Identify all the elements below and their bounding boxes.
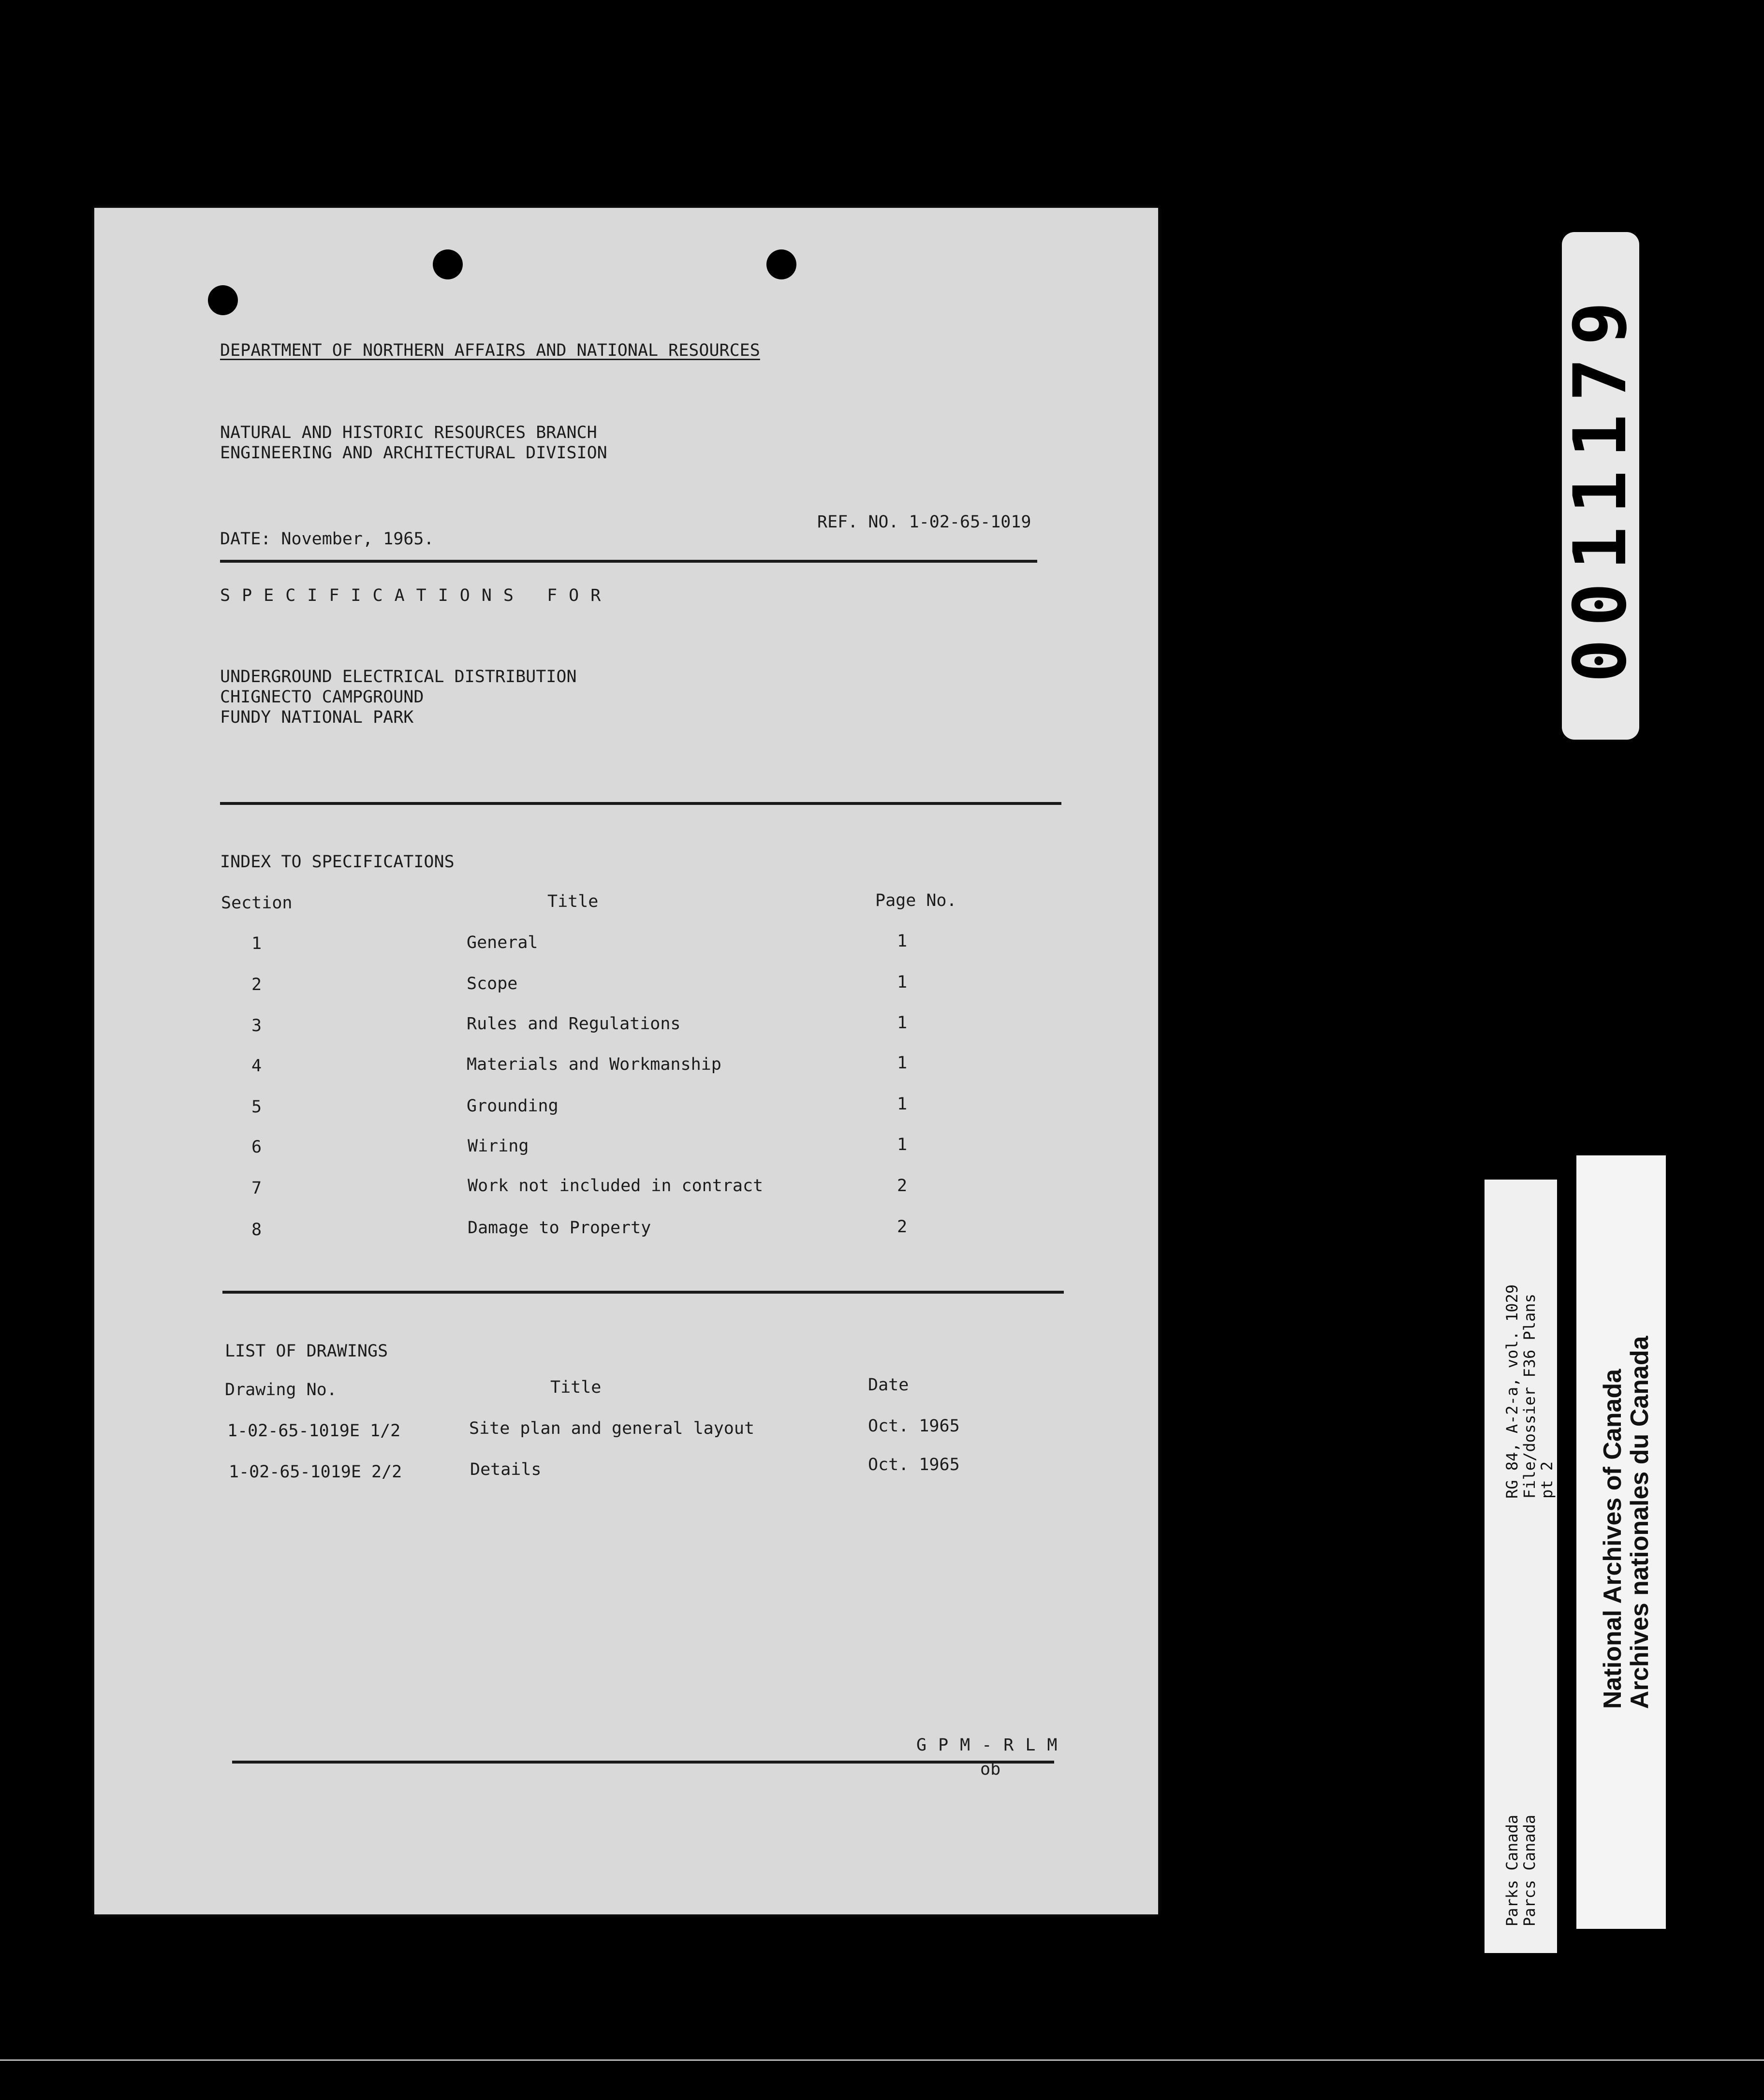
index-title: Damage to Property xyxy=(468,1218,651,1238)
reference-number: REF. NO. 1-02-65-1019 xyxy=(817,512,1031,532)
index-page: 1 xyxy=(897,932,908,951)
index-section: 7 xyxy=(251,1179,262,1198)
drawing-title: Details xyxy=(470,1460,542,1479)
index-title: Grounding xyxy=(467,1096,559,1116)
drawings-col-date: Date xyxy=(868,1375,909,1395)
archive-reference-line: File/dossier F36 Plans xyxy=(1520,1294,1539,1499)
drawing-number: 1-02-65-1019E 1/2 xyxy=(227,1421,401,1441)
subject-line: CHIGNECTO CAMPGROUND xyxy=(220,687,424,707)
drawing-title: Site plan and general layout xyxy=(469,1419,755,1438)
parks-en: Parks Canada xyxy=(1503,1814,1521,1926)
archives-en: National Archives of Canada xyxy=(1599,1369,1627,1709)
subject-line: FUNDY NATIONAL PARK xyxy=(220,708,414,727)
drawings-col-title: Title xyxy=(550,1378,602,1397)
drawings-heading: LIST OF DRAWINGS xyxy=(225,1342,388,1361)
drawings-col-number: Drawing No. xyxy=(225,1380,337,1400)
specifications-heading: SPECIFICATIONS FOR xyxy=(220,586,613,605)
drawing-date: Oct. 1965 xyxy=(868,1416,960,1436)
archives-fr: Archives nationales du Canada xyxy=(1626,1336,1654,1709)
subject-line: UNDERGROUND ELECTRICAL DISTRIBUTION xyxy=(220,667,577,686)
index-title: Wiring xyxy=(468,1137,529,1156)
index-page: 1 xyxy=(897,1135,908,1154)
index-col-title: Title xyxy=(547,892,599,911)
index-heading: INDEX TO SPECIFICATIONS xyxy=(220,852,455,872)
national-archives-label xyxy=(1576,1155,1666,1929)
index-title: Work not included in contract xyxy=(468,1176,764,1196)
punch-hole xyxy=(208,285,238,315)
index-section: 4 xyxy=(251,1056,262,1076)
index-page: 2 xyxy=(897,1217,908,1237)
department-heading: DEPARTMENT OF NORTHERN AFFAIRS AND NATIONAL RESOURCES xyxy=(220,341,760,360)
typist-initials: ob xyxy=(980,1760,1001,1779)
branch-name: NATURAL AND HISTORIC RESOURCES BRANCH xyxy=(220,423,597,442)
frame-number: 0011179 xyxy=(1558,289,1643,683)
drawing-date: Oct. 1965 xyxy=(868,1455,960,1474)
punch-hole xyxy=(766,249,796,279)
index-page: 1 xyxy=(897,1053,908,1073)
index-section: 5 xyxy=(251,1097,262,1117)
parks-fr: Parcs Canada xyxy=(1520,1814,1539,1926)
parks-canada-label xyxy=(1485,1180,1557,1953)
index-title: Scope xyxy=(467,974,518,993)
index-page: 2 xyxy=(897,1176,908,1196)
division-name: ENGINEERING AND ARCHITECTURAL DIVISION xyxy=(220,443,607,463)
index-section: 6 xyxy=(251,1138,262,1157)
index-title: Materials and Workmanship xyxy=(467,1055,721,1074)
index-title: Rules and Regulations xyxy=(467,1014,681,1034)
film-edge-line xyxy=(0,2059,1764,2061)
index-title: General xyxy=(467,933,538,952)
author-initials: GPM-RLM xyxy=(916,1735,1069,1755)
index-page: 1 xyxy=(897,973,908,992)
punch-hole xyxy=(433,249,463,279)
index-section: 2 xyxy=(251,975,262,994)
signature-rule xyxy=(232,1761,1054,1764)
index-section: 8 xyxy=(251,1220,262,1240)
document-page xyxy=(94,208,1158,1914)
date-line: DATE: November, 1965. xyxy=(220,529,434,549)
frame-number-tab xyxy=(1558,232,1643,740)
index-col-page: Page No. xyxy=(875,891,957,910)
index-col-section: Section xyxy=(221,893,293,913)
divider-rule xyxy=(222,1291,1064,1294)
index-page: 1 xyxy=(897,1094,908,1114)
divider-rule xyxy=(220,802,1061,805)
archive-reference-line: pt 2 xyxy=(1538,1461,1556,1499)
index-page: 1 xyxy=(897,1013,908,1033)
drawing-number: 1-02-65-1019E 2/2 xyxy=(229,1462,402,1482)
index-section: 3 xyxy=(251,1016,262,1035)
index-section: 1 xyxy=(251,934,262,953)
divider-rule xyxy=(220,560,1037,563)
archive-reference-line: RG 84, A-2-a, vol. 1029 xyxy=(1503,1284,1521,1499)
